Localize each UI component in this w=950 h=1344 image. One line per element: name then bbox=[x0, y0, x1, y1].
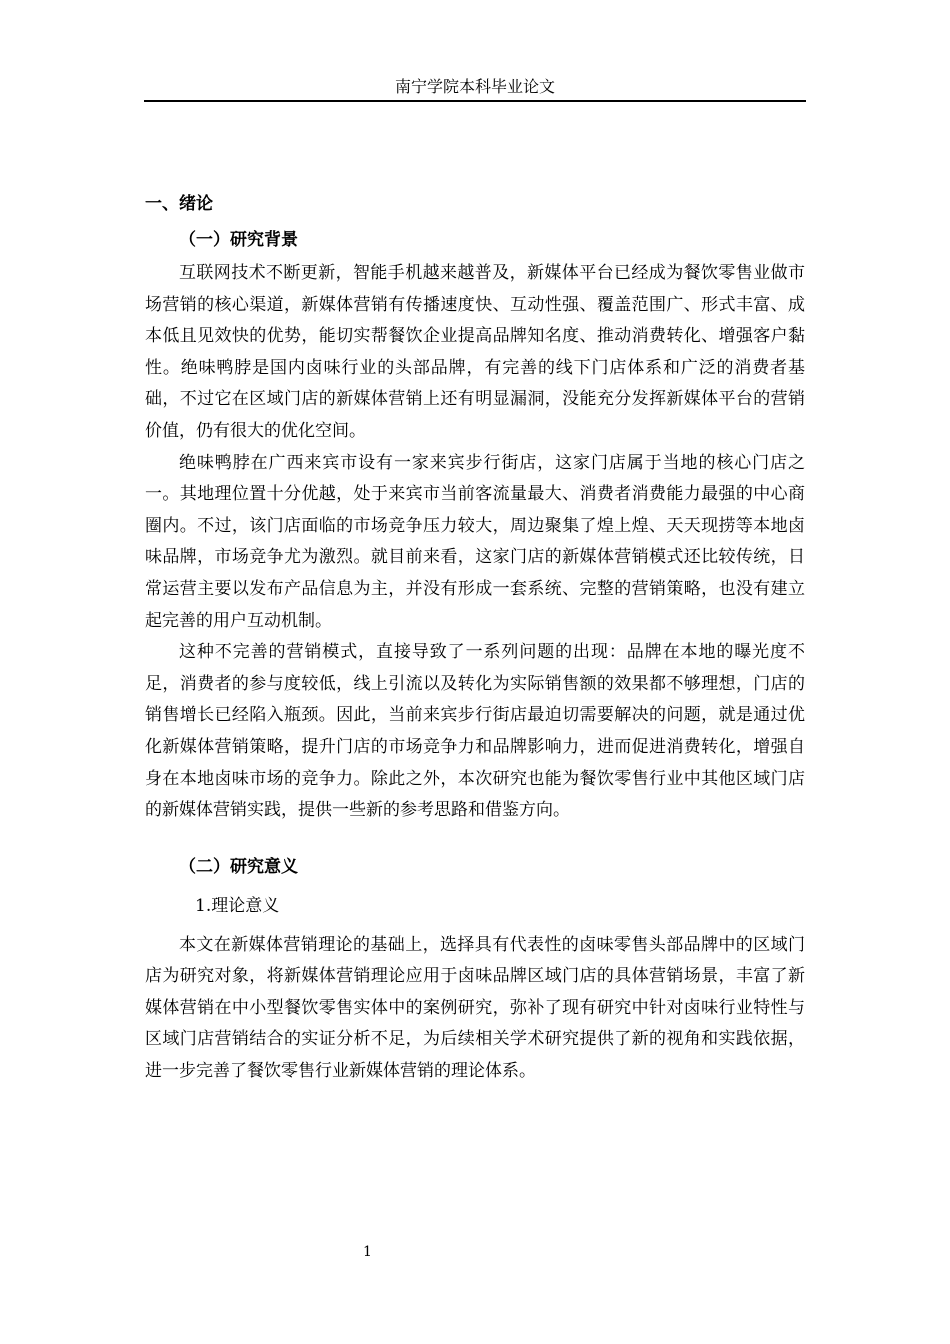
page-body bbox=[145, 186, 805, 1088]
background-paragraph: 这种不完善的营销模式，直接导致了一系列问题的出现：品牌在本地的曝光度不足，消费者的参与度较低，线上引流以及转化为实际销售额的效果都不够理想，门店的销售增长已经陷入瓶颈。因此，当前来宾步行街店最迫切需要解决的问题，就是通过优化新媒体营销策略，提升门店的市场竞争力和品牌影响力，进而促进消费转化，增强自身在本地卤味市场的竞争力。除此之外，本次研究也能为餐饮零售行业中其他区域门店的新媒体营销实践，提供一些新的参考思路和借鉴方向。 bbox=[145, 642, 805, 821]
significance-paragraph: 本文在新媒体营销理论的基础上，选择具有代表性的卤味零售头部品牌中的区域门店为研究对象，将新媒体营销理论应用于卤味品牌区域门店的具体营销场景，丰富了新媒体营销在中小型餐饮零售实体中的案例研究，弥补了现有研究中针对卤味行业特性与区域门店营销结合的实证分析不足，为后续相关学术研究提供了新的视角和实践依据，进一步完善了餐饮零售行业新媒体营销的理论体系。 bbox=[145, 934, 805, 1082]
page-number: 1 bbox=[363, 1244, 372, 1260]
subsubsection-heading-theoretical: 1.理论意义 bbox=[195, 895, 280, 916]
background-paragraph: 互联网技术不断更新，智能手机越来越普及，新媒体平台已经成为餐饮零售业做市场营销的核心渠道，新媒体营销有传播速度快、互动性强、覆盖范围广、形式丰富、成本低且见效快的优势，能切实帮餐饮企业提高品牌知名度、推动消费转化、增强客户黏性。绝味鸭脖是国内卤味行业的头部品牌，有完善的线下门店体系和广泛的消费者基础，不过它在区域门店的新媒体营销上还有明显漏洞，没能充分发挥新媒体平台的营销价值，仍有很大的优化空间。 bbox=[145, 263, 805, 441]
subsection-heading-background: （一）研究背景 bbox=[179, 230, 298, 250]
background-paragraph: 绝味鸭脖在广西来宾市设有一家来宾步行街店，这家门店属于当地的核心门店之一。其地理位置十分优越，处于来宾市当前客流量最大、消费者消费能力最强的中心商圈内。不过，该门店面临的市场竞争压力较大，周边聚集了煌上煌、天天现捞等本地卤味品牌，市场竞争尤为激烈。就目前来看，这家门店的新媒体营销模式还比较传统，日常运营主要以发布产品信息为主，并没有形成一套系统、完整的营销策略，也没有建立起完善的用户互动机制。 bbox=[145, 452, 805, 631]
section-heading-introduction: 一、绪论 bbox=[145, 194, 213, 214]
subsection-heading-significance: （二）研究意义 bbox=[179, 856, 298, 877]
header-divider bbox=[144, 100, 806, 102]
running-header-title: 南宁学院本科毕业论文 bbox=[394, 77, 555, 96]
